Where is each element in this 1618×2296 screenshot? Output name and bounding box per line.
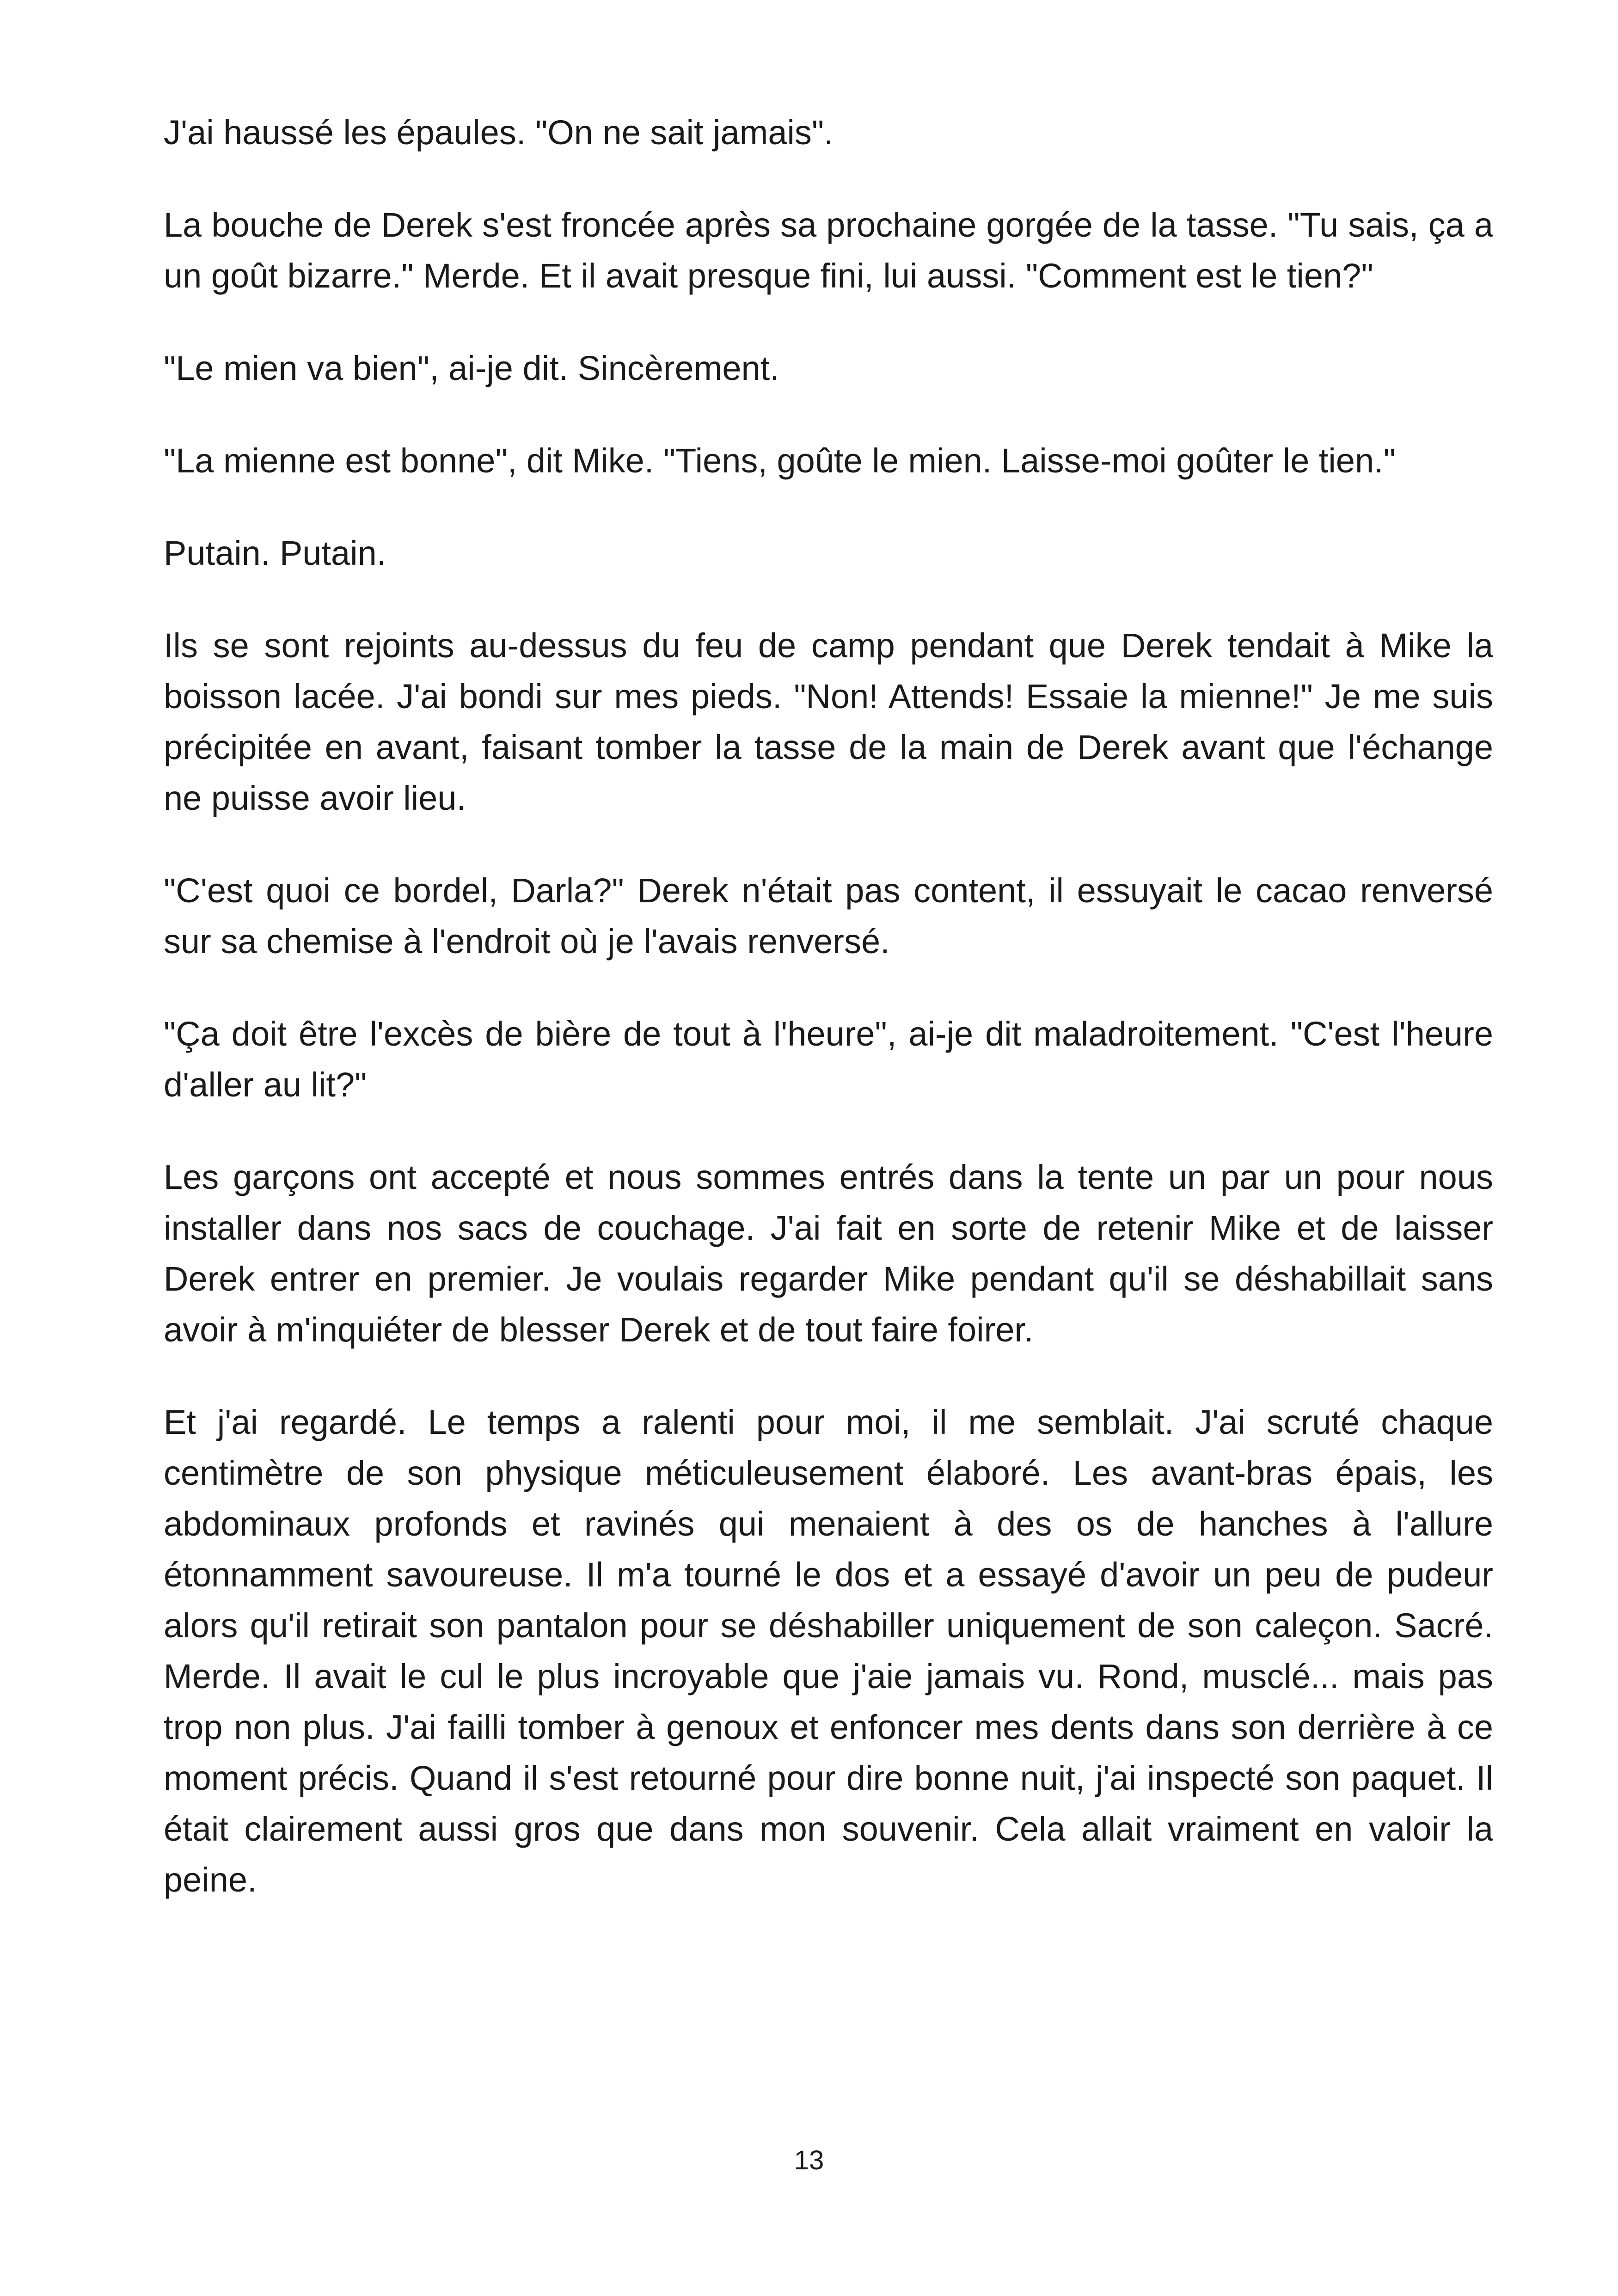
paragraph: "C'est quoi ce bordel, Darla?" Derek n'était pas content, il essuyait le cacao renversé sur sa chemise à l'endroit où je l'avais renversé.	[164, 871, 1493, 961]
page-number: 13	[794, 2145, 824, 2175]
paragraph: Ils se sont rejoints au-dessus du feu de camp pendant que Derek tendait à Mike la boisson lacée. J'ai bondi sur mes pieds. "Non! Attends! Essaie la mienne!" Je me suis précipitée en avant, faisant tomber la tasse de la main de Derek avant que l'échange ne puisse avoir lieu.	[164, 626, 1493, 817]
body-text	[164, 107, 1493, 1947]
paragraph: "La mienne est bonne", dit Mike. "Tiens, goûte le mien. Laisse-moi goûter le tien."	[164, 441, 1396, 480]
paragraph: Et j'ai regardé. Le temps a ralenti pour moi, il me semblait. J'ai scruté chaque centimètre de son physique méticuleusement élaboré. Les avant-bras épais, les abdominaux profonds et ravinés qui menaient à des os de hanches à l'allure étonnamment savoureuse. Il m'a tourné le dos et a essayé d'avoir un peu de pudeur alors qu'il retirait son pantalon pour se déshabiller uniquement de son caleçon. Sacré. Merde. Il avait le cul le plus incroyable que j'aie jamais vu. Rond, musclé... mais pas trop non plus. J'ai failli tomber à genoux et enfoncer mes dents dans son derrière à ce moment précis. Quand il s'est retourné pour dire bonne nuit, j'ai inspecté son paquet. Il était clairement aussi gros que dans mon souvenir. Cela allait vraiment en valoir la peine.	[164, 1403, 1493, 1899]
paragraph: J'ai haussé les épaules. "On ne sait jamais".	[164, 113, 834, 152]
paragraph: "Le mien va bien", ai-je dit. Sincèrement.	[164, 349, 779, 387]
paragraph: La bouche de Derek s'est froncée après sa prochaine gorgée de la tasse. "Tu sais, ça a un goût bizarre." Merde. Et il avait presque fini, lui aussi. "Comment est le tien?"	[164, 206, 1493, 295]
paragraph: "Ça doit être l'excès de bière de tout à l'heure", ai-je dit maladroitement. "C'est l'heure d'aller au lit?"	[164, 1015, 1493, 1104]
paragraph: Les garçons ont accepté et nous sommes entrés dans la tente un par un pour nous installer dans nos sacs de couchage. J'ai fait en sorte de retenir Mike et de laisser Derek entrer en premier. Je voulais regarder Mike pendant qu'il se déshabillait sans avoir à m'inquiéter de blesser Derek et de tout faire foirer.	[164, 1158, 1493, 1349]
paragraph: Putain. Putain.	[164, 534, 386, 572]
